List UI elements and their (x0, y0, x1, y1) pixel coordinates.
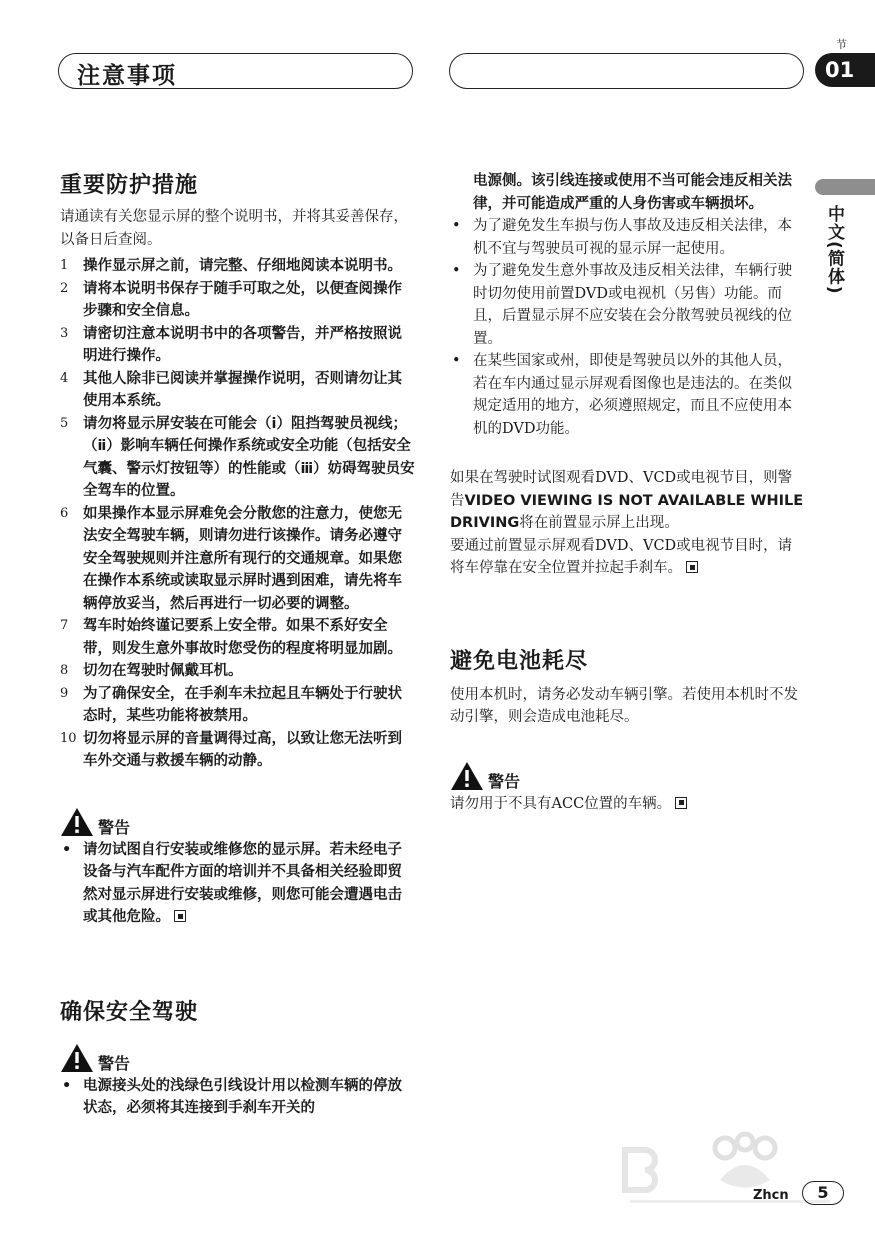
warning-label: 警告 (98, 817, 131, 837)
safeguards-list (60, 255, 415, 773)
right-column (450, 170, 805, 815)
end-mark-icon (174, 910, 186, 922)
warning-heading (60, 803, 415, 837)
list-item: 4 其他人除非已阅读并掌握操作说明，否则请勿让其使用本系统。 (60, 370, 402, 409)
footer-language-code: Zhcn (753, 1188, 789, 1203)
section-label: 节 (836, 38, 847, 51)
list-item: 8 切勿在驾驶时佩戴耳机。 (60, 663, 243, 679)
list-item: 3 请密切注意本说明书中的各项警告，并严格按照说明进行操作。 (60, 325, 402, 364)
list-item: • 在某些国家或州，即使是驾驶员以外的其他人员，若在车内通过显示屏观看图像也是违法的。在类似规定适用的地方，必须遵照规定，而且不应使用本机的DVD功能。 (450, 350, 805, 440)
video-warning-message: VIDEO VIEWING IS NOT AVAILABLE WHILE DRIVING (450, 492, 804, 531)
list-item: • 为了避免发生意外事故及违反相关法律，车辆行驶时切勿使用前置DVD或电视机（另售）功能。而且，后置显示屏不应安装在会分散驾驶员视线的位置。 (450, 260, 805, 350)
end-mark-icon (675, 797, 687, 809)
video-warning-paragraph: 如果在驾驶时试图观看DVD、VCD或电视节目，则警告VIDEO VIEWING IS NOT AVAILABLE WHILE DRIVING将在前置显示屏上出现。 (450, 470, 804, 531)
list-item: 6 如果操作本显示屏难免会分散您的注意力，使您无法安全驾驶车辆，则请勿进行该操作。请务必遵守安全驾驶规则并注意所有现行的交通规章。如果您在操作本系统或读取显示屏时遇到困难，请先将车辆停放妥当，然后再进行一切必要的调整。 (60, 505, 402, 612)
list-item: 9 为了确保安全，在手刹车未拉起且车辆处于行驶状态时，某些功能将被禁用。 (60, 685, 402, 724)
page-title: 注意事项 (77, 63, 177, 89)
list-item: • 电源接头处的浅绿色引线设计用以检测车辆的停放状态，必须将其连接到手刹车开关的 (60, 1075, 415, 1120)
video-instruction-paragraph: 要通过前置显示屏观看DVD、VCD或电视节目时，请将车停靠在安全位置并拉起手刹车。 (450, 537, 793, 576)
warning-label: 警告 (488, 771, 521, 791)
list-item: • 请勿试图自行安装或维修您的显示屏。若未经电子设备与汽车配件方面的培训并不具备相关经验即贸然对显示屏进行安装或维修，则您可能会遭遇电击或其他危险。 (60, 839, 415, 929)
language-tab-bar (815, 179, 875, 195)
list-item: • 为了避免发生车损与伤人事故及违反相关法律，本机不宜与驾驶员可视的显示屏一起使用。 (450, 215, 805, 260)
watermark-logo-icon (620, 1120, 840, 1230)
section-title-battery: 避免电池耗尽 (450, 648, 589, 674)
end-mark-icon (686, 561, 698, 573)
safe-driving-list (60, 1075, 415, 1120)
warning-triangle-icon (60, 807, 94, 837)
warning-heading (60, 1039, 415, 1073)
list-item: 1 操作显示屏之前，请完整、仔细地阅读本说明书。 (60, 258, 402, 274)
warning-triangle-icon (60, 1043, 94, 1073)
section-number-badge: 01 (815, 53, 875, 87)
list-item: 7 驾车时始终谨记要系上安全带。如果不系好安全带，则发生意外事故时您受伤的程度将明显加剧。 (60, 618, 402, 657)
list-item: 5 请勿将显示屏安装在可能会（ⅰ）阻挡驾驶员视线；（ⅱ）影响车辆任何操作系统或安全功能（包括安全气囊、警示灯按钮等）的性能或（ⅲ）妨碍驾驶员安全驾车的位置。 (60, 415, 415, 499)
left-column (60, 170, 415, 1120)
battery-warning-text: 请勿用于不具有ACC位置的车辆。 (450, 793, 805, 816)
list-item: 10 切勿将显示屏的音量调得过高，以致让您无法听到车外交通与救援车辆的动静。 (60, 730, 402, 769)
continued-text: 电源侧。该引线连接或使用不当可能会违反相关法律，并可能造成严重的人身伤害或车辆损坏。 (473, 173, 792, 212)
language-label: 中文(简体) (824, 205, 844, 295)
warning-list (60, 839, 415, 929)
warning-heading (450, 757, 805, 791)
section-title-safeguards: 重要防护措施 (60, 173, 199, 198)
list-item: 2 请将本说明书保存于随手可取之处，以便查阅操作步骤和安全信息。 (60, 280, 402, 319)
battery-text: 使用本机时，请务必发动车辆引擎。若使用本机时不发动引擎，则会造成电池耗尽。 (450, 686, 798, 725)
driving-bullets (450, 215, 805, 440)
safeguards-intro: 请通读有关您显示屏的整个说明书，并将其妥善保存，以备日后查阅。 (60, 209, 408, 248)
section-title-safe-driving: 确保安全驾驶 (60, 999, 199, 1025)
warning-triangle-icon (450, 761, 484, 791)
warning-label: 警告 (98, 1053, 131, 1073)
page-number: 5 (802, 1181, 844, 1205)
header-title-pill (58, 53, 413, 89)
header-blank-pill (449, 53, 804, 89)
